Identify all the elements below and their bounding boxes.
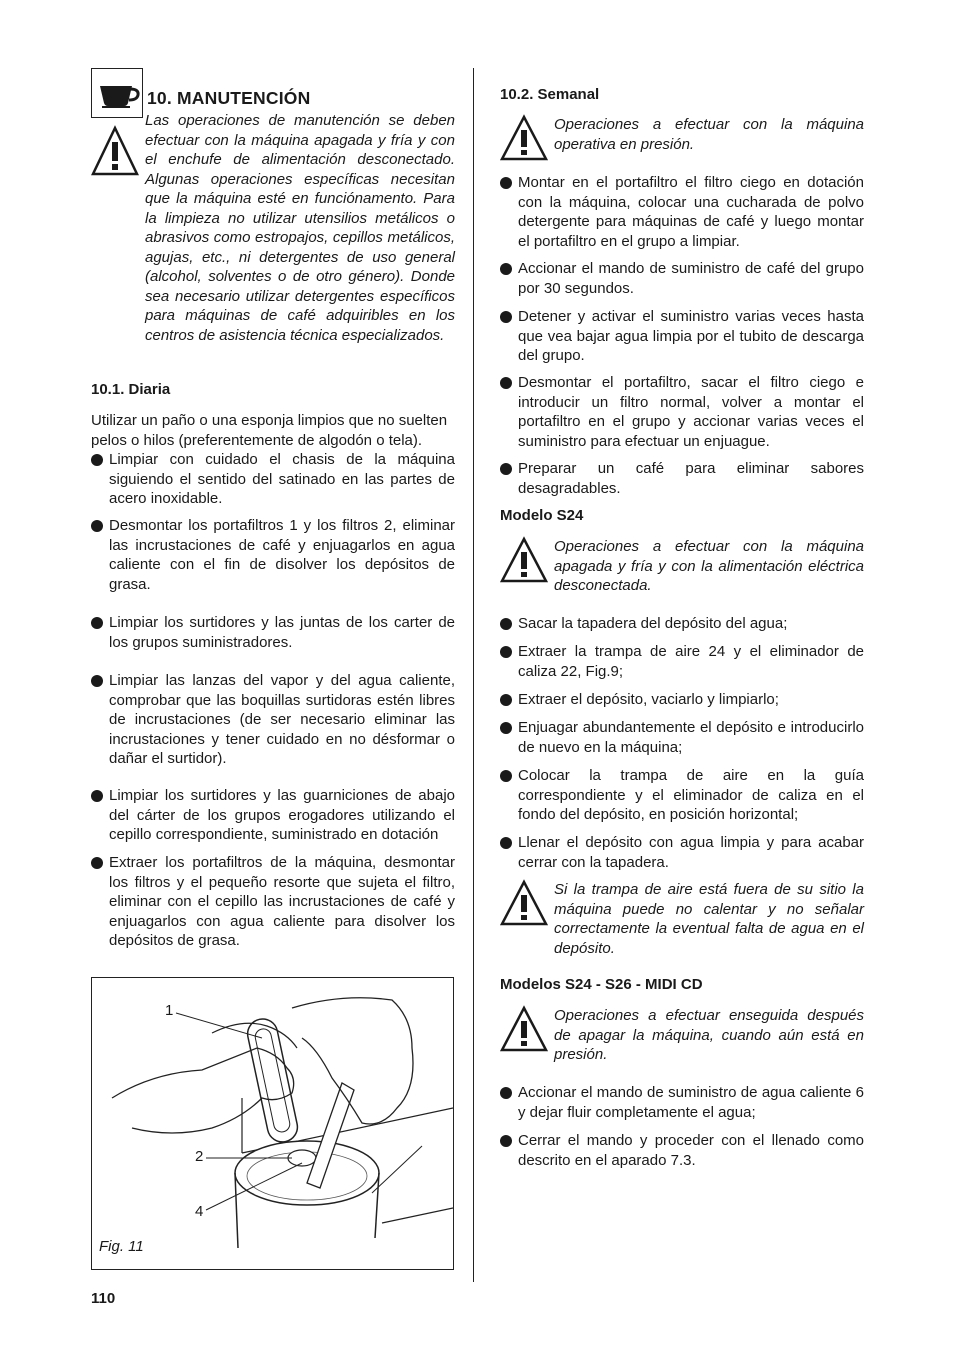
- bullet-icon: [500, 311, 512, 323]
- bullet-icon: [500, 646, 512, 658]
- bullet-icon: [500, 1087, 512, 1099]
- bullet-icon: [91, 857, 103, 869]
- bullet-icon: [500, 377, 512, 389]
- figure-label: 2: [195, 1148, 204, 1165]
- portafilter-cleaning-illustration: [92, 978, 453, 1269]
- warning-icon-s24-s26: [500, 1005, 548, 1058]
- bullet-icon: [500, 694, 512, 706]
- bullet-icon: [91, 617, 103, 629]
- s24-s26-warning: Operaciones a efectuar enseguida después de apagar la máquina, cuando aún está en presión.: [554, 1007, 864, 1063]
- daily-intro: Utilizar un paño o una esponja limpios que no suelten pelos o hilos (preferentemente de algodón o tela).: [91, 412, 448, 449]
- warning-icon-intro: [91, 125, 139, 182]
- bullet-icon: [500, 722, 512, 734]
- intro-paragraph: Las operaciones de manutención se deben efectuar con la máquina apagada y fría y con el enchufe de alimentación desconectado. Algunas operaciones específicas necesitan que la máquina esté en funciónamento. Para la limpieza no utilizar utensilios metálicos o abrasivos como estropajos, cepillos metálicos, agujas, etc., ni detergentes de uso general (alcohol, solventes o de otro género). Donde sea necesario utilizar detergentes específicos para máquinas de café adquiribles en los centros de asistencia técnica especializados.: [145, 112, 455, 344]
- page-number: 110: [91, 1290, 116, 1307]
- bullet-icon: [500, 263, 512, 275]
- warning-icon-s24: [500, 536, 548, 589]
- figure-11: [91, 977, 454, 1270]
- models-s24-s26-title: Modelos S24 - S26 - MIDI CD: [500, 976, 703, 993]
- section-title: 10. MANUTENCIÓN: [147, 88, 311, 108]
- bullet-icon: [500, 463, 512, 475]
- daily-title: 10.1. Diaria: [91, 381, 171, 398]
- coffee-cup-icon-box: [91, 68, 143, 118]
- bullet-icon: [500, 770, 512, 782]
- bullet-icon: [91, 675, 103, 687]
- figure-label: 1: [165, 1002, 174, 1019]
- bullet-icon: [91, 520, 103, 532]
- weekly-warning: Operaciones a efectuar con la máquina operativa en presión.: [554, 116, 864, 153]
- bullet-icon: [500, 618, 512, 630]
- bullet-icon: [500, 837, 512, 849]
- bullet-icon: [500, 177, 512, 189]
- figure-caption: Fig. 11: [99, 1238, 144, 1255]
- figure-label: 4: [195, 1203, 204, 1220]
- warning-icon-weekly: [500, 114, 548, 167]
- bullet-icon: [500, 1135, 512, 1147]
- bullet-icon: [91, 454, 103, 466]
- s24-air-trap-warning: Si la trampa de aire está fuera de su sitio la máquina puede no calentar y no señalar correctamente la eventual falta de agua en el depósito.: [554, 881, 864, 957]
- model-s24-title: Modelo S24: [500, 507, 584, 524]
- column-divider: [473, 68, 474, 1282]
- s24-warning: Operaciones a efectuar con la máquina apagada y fría y con la alimentación eléctrica desconectada.: [554, 538, 864, 594]
- bullet-icon: [91, 790, 103, 802]
- weekly-title: 10.2. Semanal: [500, 86, 600, 103]
- coffee-cup-icon: [92, 69, 142, 117]
- warning-icon-s24-air-trap: [500, 879, 548, 932]
